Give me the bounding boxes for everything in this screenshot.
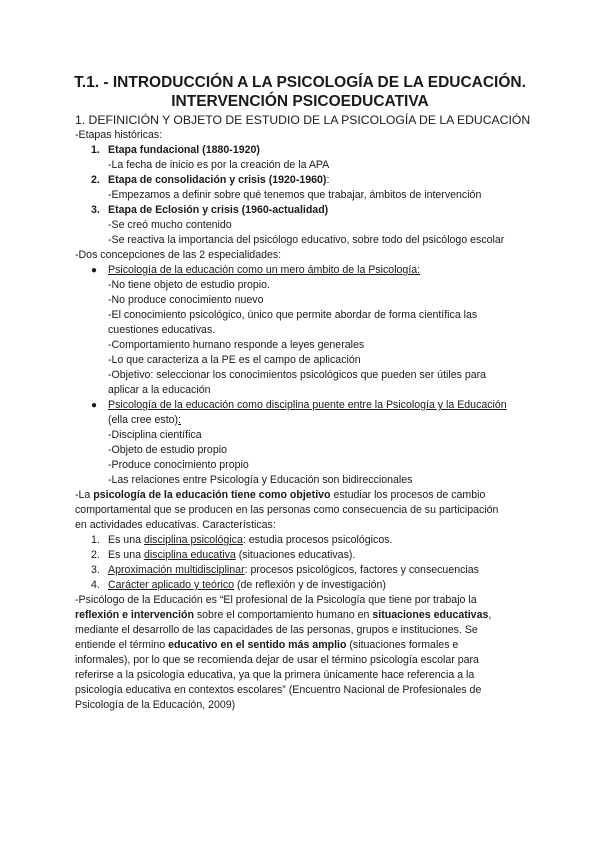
quote-text: sobre el comportamiento humano en <box>193 609 373 621</box>
quote-text: entiende el término <box>75 639 169 651</box>
list-number: 1. <box>91 534 100 546</box>
etapas-intro: -Etapas históricas: <box>75 129 163 141</box>
etapa-line: -Se reactiva la importancia del psicólogo educativo, sobre todo del psicólogo escolar <box>108 234 505 246</box>
etapa-title-row <box>108 173 329 188</box>
quote-line: referirse a la psicología educativa, ya que la primera únicamente hace referencia a la <box>75 669 475 681</box>
etapa-title-colon: : <box>326 174 330 186</box>
caracteristica-term: disciplina psicológica <box>143 534 243 546</box>
quote-bold: reflexión e intervención <box>75 609 194 621</box>
quote-line: psicología educativa en contextos escolares” (Encuentro Nacional de Profesionales de <box>75 684 482 696</box>
concepcion-line: -Objetivo: seleccionar los conocimientos psicológicos que pueden ser útiles para <box>108 369 487 381</box>
objetivo-pre: -La <box>75 489 94 501</box>
caracteristica-term: Aproximación multidisciplinar <box>108 564 245 576</box>
concepcion-note-row <box>108 413 181 428</box>
etapa-line: -La fecha de inicio es por la creación de la APA <box>108 159 330 171</box>
concepcion-line: -El conocimiento psicológico, único que permite abordar de forma científica las <box>108 309 478 321</box>
concepciones-intro: -Dos concepciones de las 2 especialidades: <box>75 249 282 261</box>
concepcion-line: -Objeto de estudio propio <box>108 444 227 456</box>
concepcion-title: Psicología de la educación como disciplina puente entre la Psicología y la Educación <box>108 399 507 411</box>
quote-line: informales), por lo que se recomienda dejar de usar el término psicología escolar para <box>75 654 479 666</box>
caracteristica-post: (situaciones educativas). <box>235 549 356 561</box>
section-heading: 1. DEFINICIÓN Y OBJETO DE ESTUDIO DE LA PSICOLOGÍA DE LA EDUCACIÓN <box>75 113 531 127</box>
caracteristica-item <box>108 578 386 593</box>
etapa-title: Etapa de Eclosión y crisis (1960-actualidad) <box>108 204 329 216</box>
quote-text: , <box>488 609 492 621</box>
concepcion-line: aplicar a la educación <box>108 384 211 396</box>
list-number: 2. <box>91 174 100 186</box>
caracteristica-item <box>108 563 479 578</box>
caracteristica-pre: Es una <box>108 549 144 561</box>
caracteristica-term: disciplina educativa <box>143 549 236 561</box>
concepcion-colon: : <box>178 414 182 426</box>
caracteristica-item <box>108 548 355 563</box>
page-title-line1: T.1. - INTRODUCCIÓN A LA PSICOLOGÍA DE LA EDUCACIÓN. <box>74 74 526 91</box>
concepcion-line: -Lo que caracteriza a la PE es el campo de aplicación <box>108 354 361 366</box>
list-number: 2. <box>91 549 100 561</box>
quote-line: -Psicólogo de la Educación es “El profesional de la Psicología que tiene por trabajo la <box>75 594 477 606</box>
bullet-icon: ● <box>91 400 98 411</box>
etapa-line: -Se creó mucho contenido <box>108 219 232 231</box>
caracteristica-pre: Es una <box>108 534 144 546</box>
concepcion-note: (ella cree esto) <box>108 414 179 426</box>
caracteristica-post: : estudia procesos psicológicos. <box>242 534 393 546</box>
etapa-title: Etapa fundacional (1880-1920) <box>108 144 260 156</box>
etapa-title: Etapa de consolidación y crisis (1920-1960) <box>108 174 327 186</box>
objetivo-bold: psicología de la educación tiene como objetivo <box>93 489 331 501</box>
objetivo-post: estudiar los procesos de cambio <box>330 489 486 501</box>
list-number: 1. <box>91 144 100 156</box>
concepcion-line: -Comportamiento humano responde a leyes generales <box>108 339 365 351</box>
list-number: 3. <box>91 204 100 216</box>
concepcion-line: -Disciplina científica <box>108 429 202 441</box>
quote-line: Psicología de la Educación, 2009) <box>75 699 236 711</box>
concepcion-line: cuestiones educativas. <box>108 324 216 336</box>
list-number: 4. <box>91 579 100 591</box>
quote-bold: educativo en el sentido más amplio <box>168 639 347 651</box>
bullet-icon: ● <box>91 265 98 276</box>
caracteristica-post: : procesos psicológicos, factores y consecuencias <box>244 564 479 576</box>
quote-bold: situaciones educativas <box>372 609 489 621</box>
quote-text: (situaciones formales e <box>346 639 459 651</box>
quote-line: mediante el desarrollo de las capacidades de las personas, grupos e instituciones. Se <box>75 624 478 636</box>
caracteristica-post: (de reflexión y de investigación) <box>234 579 386 591</box>
concepcion-line: -No produce conocimiento nuevo <box>108 294 264 306</box>
objetivo-line: en actividades educativas. Características: <box>75 519 276 531</box>
quote-line <box>75 638 458 653</box>
quote-line <box>75 608 491 623</box>
concepcion-line: -Las relaciones entre Psicología y Educación son bidireccionales <box>108 474 413 486</box>
list-number: 3. <box>91 564 100 576</box>
concepcion-line: -Produce conocimiento propio <box>108 459 249 471</box>
caracteristica-item <box>108 533 392 548</box>
concepcion-title: Psicología de la educación como un mero ámbito de la Psicología: <box>108 264 421 276</box>
page-title-line2: INTERVENCIÓN PSICOEDUCATIVA <box>171 93 429 110</box>
caracteristica-term: Carácter aplicado y teórico <box>108 579 235 591</box>
objetivo-line: comportamental que se producen en las personas como consecuencia de su participación <box>75 504 499 516</box>
concepcion-line: -No tiene objeto de estudio propio. <box>108 279 270 291</box>
objetivo-line <box>75 488 485 503</box>
etapa-line: -Empezamos a definir sobre qué tenemos que trabajar, ámbitos de intervención <box>108 189 482 201</box>
